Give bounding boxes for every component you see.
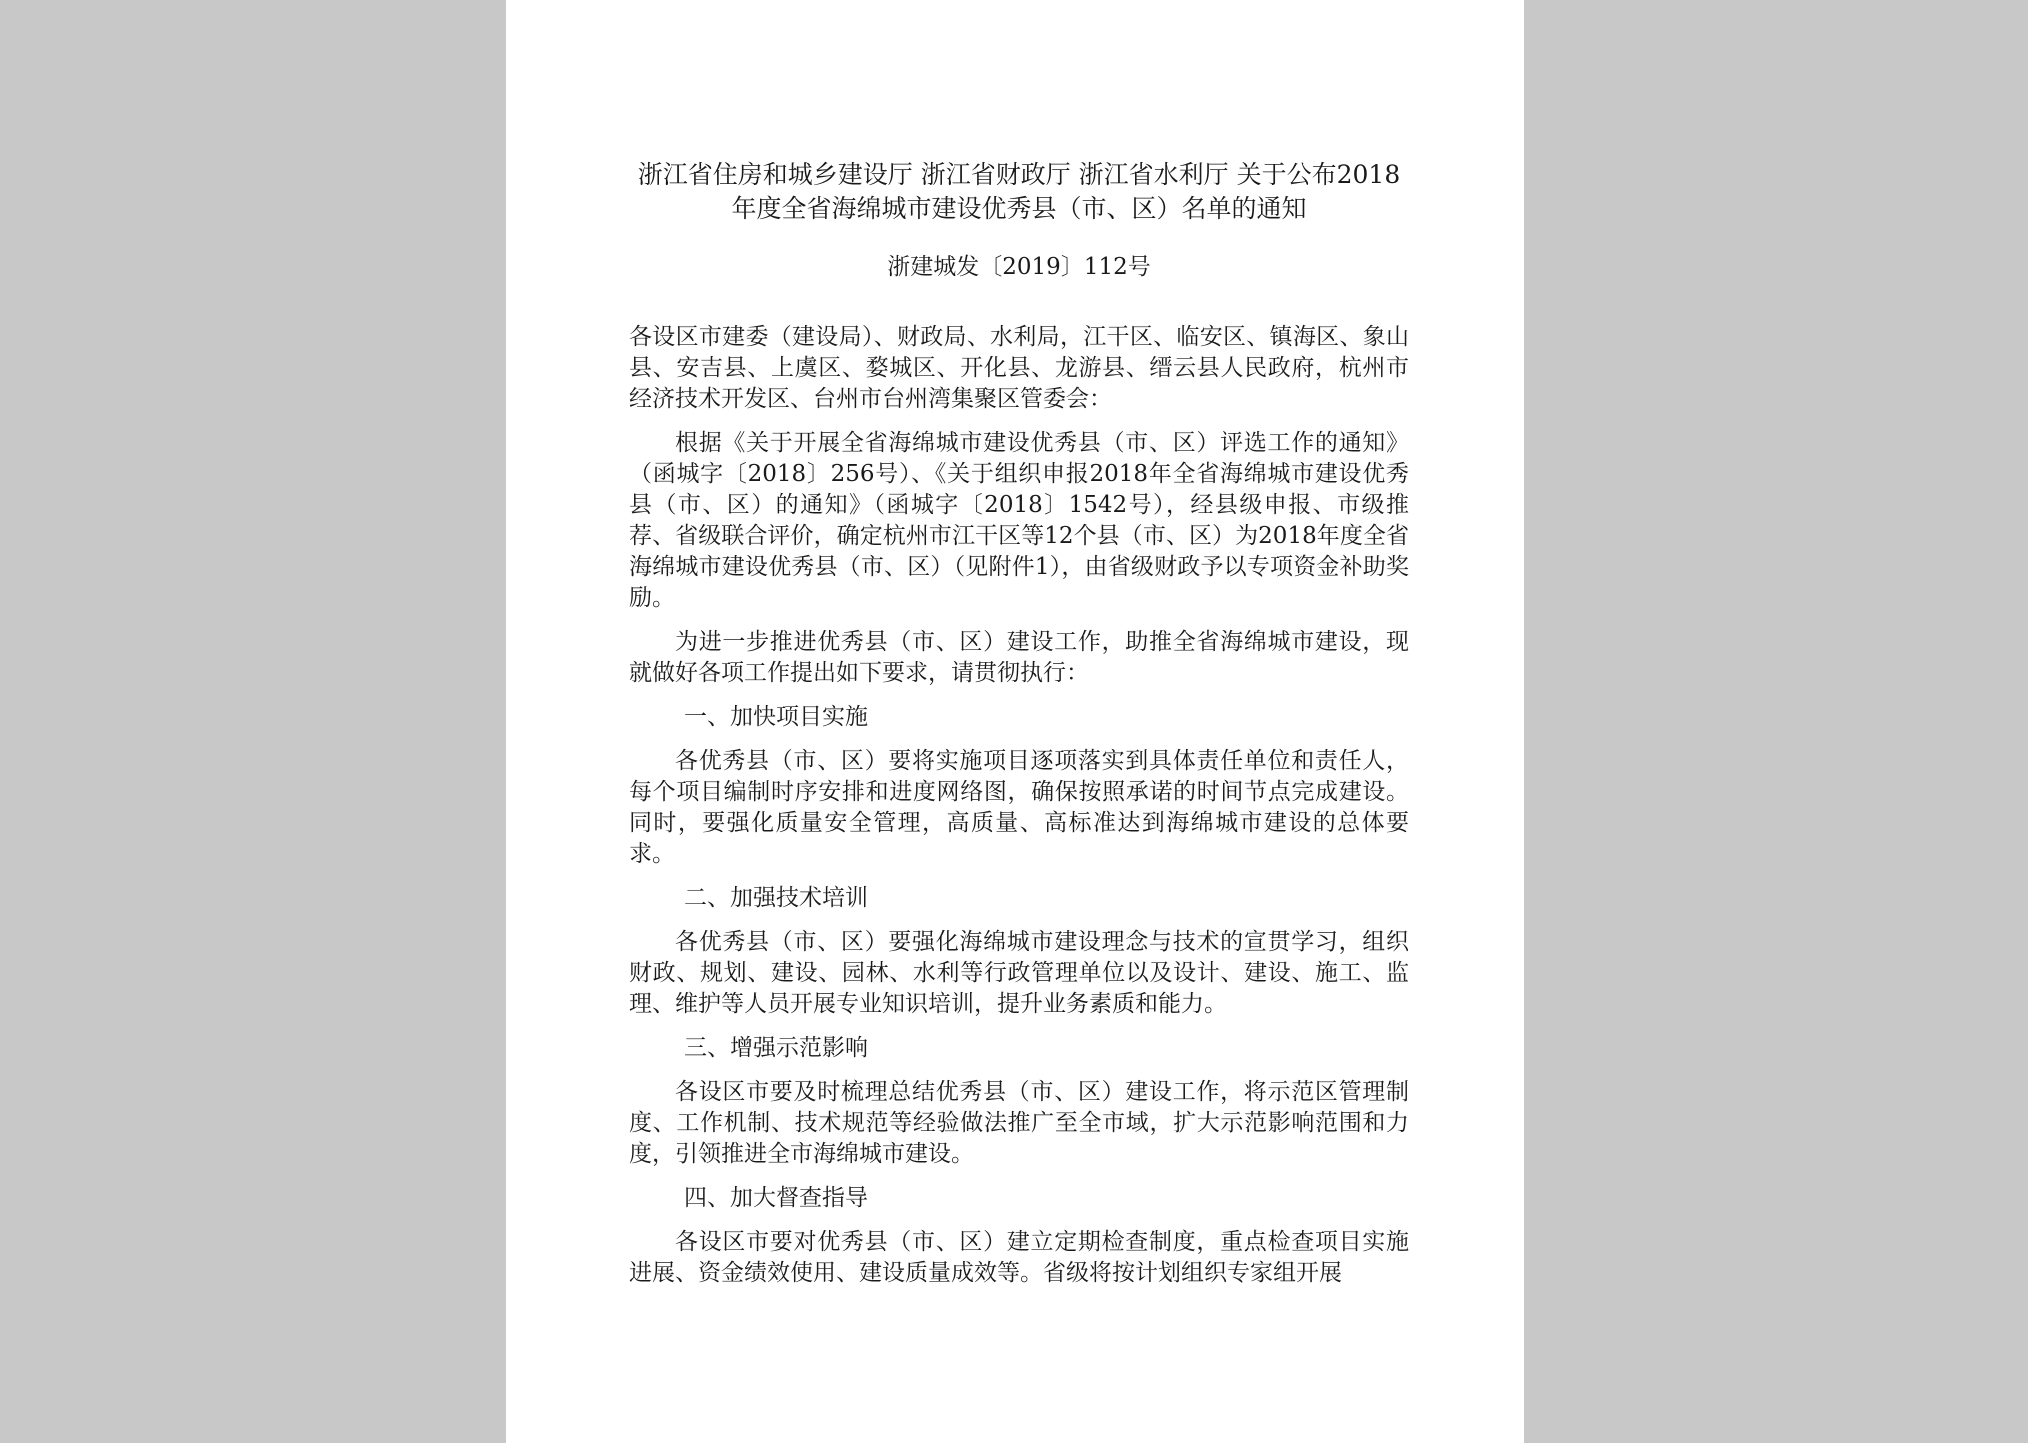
document-page: [506, 0, 1524, 1443]
recipients-paragraph: 各设区市建委（建设局）、财政局、水利局，江干区、临安区、镇海区、象山县、安吉县、上虞区、婺城区、开化县、龙游县、缙云县人民政府，杭州市经济技术开发区、台州市台州湾集聚区管委会：: [629, 324, 1409, 412]
body-paragraph-1: 根据《关于开展全省海绵城市建设优秀县（市、区）评选工作的通知》（函城字〔2018〕256号）、《关于组织申报2018年全省海绵城市建设优秀县（市、区）的通知》（函城字〔2018〕1542号），经县级申报、市级推荐、省级联合评价，确定杭州市江干区等12个县（市、区）为2018年度全省海绵城市建设优秀县（市、区）（见附件1），由省级财政予以专项资金补助奖励。: [629, 430, 1409, 611]
section-heading-4: 四、加大督查指导: [684, 1185, 868, 1211]
section-heading-1: 一、加快项目实施: [684, 704, 868, 730]
document-title: 浙江省住房和城乡建设厅 浙江省财政厅 浙江省水利厅 关于公布2018年度全省海绵城市建设优秀县（市、区）名单的通知: [637, 160, 1401, 223]
body-paragraph-2: 为进一步推进优秀县（市、区）建设工作，助推全省海绵城市建设，现就做好各项工作提出如下要求，请贯彻执行：: [629, 629, 1409, 686]
section-body-2: 各优秀县（市、区）要强化海绵城市建设理念与技术的宣贯学习，组织财政、规划、建设、园林、水利等行政管理单位以及设计、建设、施工、监理、维护等人员开展专业知识培训，提升业务素质和能力。: [629, 929, 1409, 1017]
section-body-1: 各优秀县（市、区）要将实施项目逐项落实到具体责任单位和责任人，每个项目编制时序安排和进度网络图，确保按照承诺的时间节点完成建设。同时，要强化质量安全管理，高质量、高标准达到海绵城市建设的总体要求。: [629, 748, 1409, 867]
section-heading-2: 二、加强技术培训: [684, 885, 868, 911]
section-body-3: 各设区市要及时梳理总结优秀县（市、区）建设工作，将示范区管理制度、工作机制、技术规范等经验做法推广至全市域，扩大示范影响范围和力度，引领推进全市海绵城市建设。: [629, 1079, 1409, 1167]
section-body-4: 各设区市要对优秀县（市、区）建立定期检查制度，重点检查项目实施进展、资金绩效使用、建设质量成效等。省级将按计划组织专家组开展: [629, 1229, 1409, 1286]
section-heading-3: 三、增强示范影响: [684, 1035, 868, 1061]
document-number: 浙建城发〔2019〕112号: [887, 254, 1151, 280]
document-content: [629, 158, 1409, 1302]
